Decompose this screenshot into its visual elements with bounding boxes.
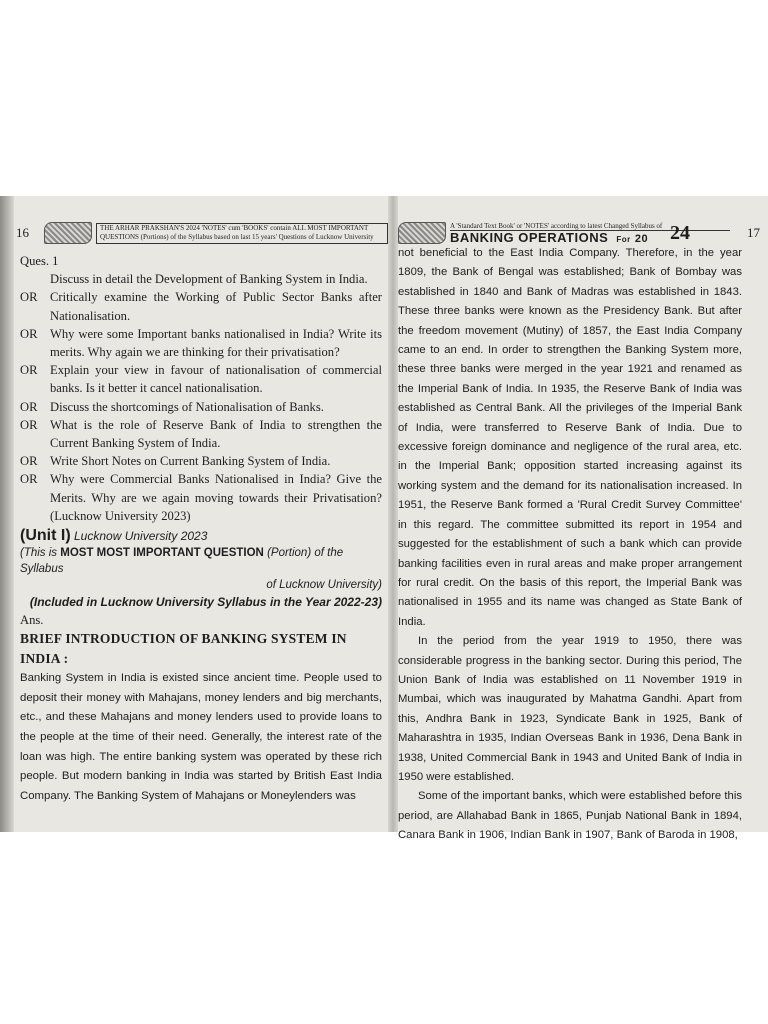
body-paragraph: Some of the important banks, which were established before this period, are Allahabad Bank in 1865, Punjab National Bank in 1894, Canara Bank in 1906, Indian Bank in 1907, Bank of Baroda in 1908, [398, 790, 742, 842]
importance-bold: MOST MOST IMPORTANT QUESTION [60, 547, 264, 560]
question-item [20, 270, 382, 288]
left-column [20, 252, 382, 806]
header-year: 20 [634, 233, 649, 245]
answer-label: Ans. [20, 613, 44, 628]
question-lead [20, 270, 50, 288]
unit-university: Lucknow University 2023 [74, 529, 208, 544]
section-heading: BRIEF INTRODUCTION OF BANKING SYSTEM IN INDIA : [20, 631, 347, 667]
publisher-logo-icon [44, 222, 92, 244]
page-number: 16 [16, 225, 29, 240]
question-text: Critically examine the Working of Public Sector Banks after Nationalisation. [50, 290, 382, 323]
question-text: Explain your view in favour of nationalisation of commercial banks. Is it better it cancel nationalisation. [50, 363, 382, 396]
book-spine [388, 196, 398, 832]
question-lead: OR [20, 399, 38, 414]
header-for: For [616, 235, 631, 244]
question-lead: OR [20, 326, 38, 341]
question-item [20, 325, 382, 361]
question-lead: OR [20, 472, 38, 487]
importance-prefix: (This is [20, 547, 58, 560]
body-paragraph: In the period from the year 1919 to 1950, there was considerable progress in the banking sector. During this period, The Union Bank of India was established on 11 November 1919 in Mumbai, which was inaugurated by Mahatma Gandhi. Apart from this, Andhra Bank in 1923, Syndicate Bank in 1925, Bank of Maharashtra in 1935, Indian Overseas Bank in 1936, Dena Bank in 1938, United Commercial Bank in 1943 and United Bank of India in 1950 were established. [398, 635, 742, 783]
question-text: Discuss the shortcomings of Nationalisation of Banks. [50, 399, 324, 414]
header-subtitle: A 'Standard Text Book' or 'NOTES' according to latest Changed Syllabus of [450, 222, 730, 231]
header-year-big: 24 [670, 222, 690, 244]
right-page-header [398, 222, 760, 244]
question-item [20, 288, 382, 324]
question-lead: OR [20, 363, 38, 378]
right-page [398, 196, 760, 842]
question-label: Ques. 1 [20, 254, 59, 268]
question-text: Write Short Notes on Current Banking System of India. [50, 454, 331, 469]
unit-title: (Unit I) [20, 527, 71, 545]
left-page [14, 196, 388, 832]
question-lead: OR [20, 417, 38, 432]
header-banner [450, 222, 730, 244]
question-item [20, 470, 382, 525]
unit-line [20, 527, 382, 545]
body-paragraph: Banking System in India is existed since ancient time. People used to deposit their money with Mahajans, money lenders and big merchants, etc., and these Mahajans and money lenders used to provide loans to the people at the time of their need. Generally, the interest rate of the loan was high. The entire banking system was operated by these rich people. But modern banking in India was started by British East India Company. The Banking System of Mahajans or Moneylenders was [20, 672, 382, 802]
importance-suffix: (Portion) of the Syllabus [20, 547, 344, 576]
importance-note [20, 545, 382, 577]
question-text: Discuss in detail the Development of Banking System in India. [50, 272, 368, 287]
question-item [20, 361, 382, 397]
question-text: What is the role of Reserve Bank of India to strengthen the Current Banking System of India. [50, 417, 382, 451]
publisher-logo-icon [398, 222, 446, 244]
importance-note-line2: of Lucknow University) [266, 579, 382, 592]
page-edge [0, 196, 14, 832]
right-column [398, 244, 742, 846]
header-title: BANKING OPERATIONS [450, 230, 609, 245]
body-paragraph: not beneficial to the East India Company. Therefore, in the year 1809, the Bank of Bengal was established; Bank of Bombay was established in 1840 and Bank of Madras was established in 1843. These three banks were known as the Presidency Bank. But after the freedom movement (Mutiny) of 1857, the East India Company came to an end. In order to strengthen the Banking System more, these three banks were merged in the year 1921 and renamed as the Imperial Bank of India. In 1935, the Reserve Bank of India was established as Central Bank. All the privileges of the Imperial Bank of India, were transferred to Reserve Bank of India. Due to excessive foreign dominance and negligence of the rural area, etc. in the Imperial Bank; opposition started increasing against its working system and the demand for its nationalisation increased. In 1951, the Reserve Bank formed a 'Rural Credit Survey Committee' in this regard. The committee submitted its report in 1954 and suggested for the establishment of such a bank which can provide banking facilities even in rural areas and make proper arrangement for rural credit. On the basis of this report, the Imperial Bank was nationalised in 1955 and its name was changed as State Bank of India. [398, 247, 742, 628]
header-banner: THE ARHAR PRAKSHAN'S 2024 'NOTES' cum 'BOOKS' contain ALL MOST IMPORTANT QUESTIONS (Portions) of the Syllabus based on last 15 years' Questions of Lucknow University [96, 223, 388, 244]
question-list [20, 270, 382, 525]
question-lead: OR [20, 454, 38, 469]
question-item [20, 416, 382, 452]
book-spread [0, 196, 768, 842]
question-text: Why were some Important banks nationalised in India? Write its merits. Why again we are thinking for their privatisation? [50, 326, 382, 360]
question-item [20, 452, 382, 470]
question-lead: OR [20, 290, 38, 305]
question-item [20, 398, 382, 416]
syllabus-note: (Included in Lucknow University Syllabus in the Year 2022-23) [29, 595, 382, 610]
left-page-header [16, 222, 388, 244]
page-number: 17 [747, 225, 760, 240]
question-text: Why were Commercial Banks Nationalised in India? Give the Merits. Why are we again moving towards their Privatisation? (Lucknow University 2023) [50, 472, 382, 523]
